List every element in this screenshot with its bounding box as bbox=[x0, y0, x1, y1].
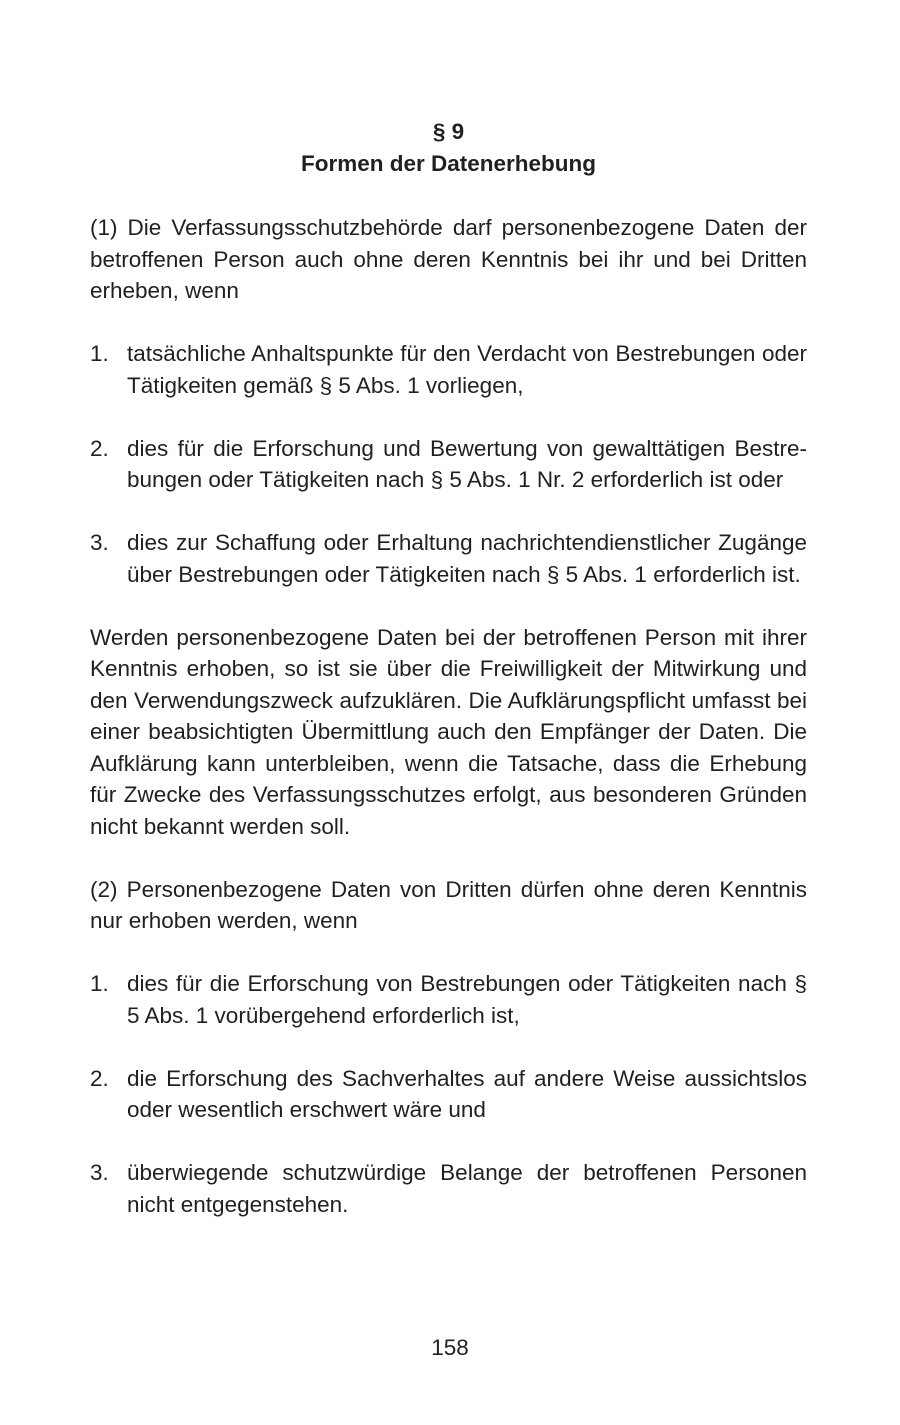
list-item-number: 2. bbox=[90, 1065, 109, 1091]
page-number: 158 bbox=[431, 1335, 469, 1360]
list-item bbox=[90, 527, 807, 590]
list-item-text: dies für die Erforschung und Bewertung von gewalttätigen Bestrebungen oder Tätigkeiten nach § 5 Abs. 1 Nr. 2 erforderlich ist oder bbox=[127, 435, 807, 492]
list-item-number: 1. bbox=[90, 971, 109, 996]
paragraph-2-list bbox=[90, 968, 807, 1220]
list-item-number: 3. bbox=[90, 530, 109, 555]
list-item bbox=[90, 968, 807, 1031]
list-item bbox=[90, 1157, 807, 1220]
list-item-text: dies zur Schaffung oder Erhaltung nachrichtendienstlicher Zugänge über Bestrebungen oder Tätigkeiten nach § 5 Abs. 1 erforderlich ist. bbox=[127, 530, 807, 587]
paragraph-1-closing: Werden personenbezogene Daten bei der betroffenen Person mit ihrer Kenntnis erhoben, so ist sie über die Freiwilligkeit der Mitwirkung und den Verwendungszweck aufzuklären. Die Aufklärungspflicht umfasst bei einer beabsichtigten Übermittlung auch den Empfänger der Daten. Die Aufklärung kann unterbleiben, wenn die Tatsache, dass die Erhebung für Zwecke des Verfassungsschutzes erfolgt, aus besonderen Gründen nicht bekannt werden soll. bbox=[90, 624, 807, 839]
list-item-text: die Erforschung des Sachverhaltes auf andere Weise aussichtslos oder wesentlich erschwert wäre und bbox=[127, 1065, 807, 1122]
list-item-number: 1. bbox=[90, 341, 109, 366]
section-title: Formen der Datenerhebung bbox=[300, 151, 597, 176]
list-item-text: überwiegende schutzwürdige Belange der betroffenen Personen nicht entgegenstehen. bbox=[127, 1160, 807, 1217]
document-page bbox=[90, 116, 807, 1252]
list-item-number: 3. bbox=[90, 1160, 109, 1185]
list-item-text: dies für die Erforschung von Bestrebungen oder Tätigkeiten nach § 5 Abs. 1 vorübergehend erforderlich ist, bbox=[127, 971, 807, 1028]
list-item-text: tatsächliche Anhaltspunkte für den Verdacht von Bestrebungen oder Tätigkeiten gemäß § 5 Abs. 1 vorliegen, bbox=[127, 341, 807, 398]
paragraph-2-intro: (2) Personenbezogene Daten von Dritten dürfen ohne deren Kenntnis nur erhoben werden, wenn bbox=[90, 876, 807, 933]
paragraph-1-list bbox=[90, 338, 807, 590]
list-item bbox=[90, 433, 807, 496]
paragraph-1-intro: (1) Die Verfassungsschutzbehörde darf personenbezogene Daten der betroffenen Person auch ohne deren Kenntnis bei ihr und bei Dritten erheben, wenn bbox=[90, 215, 807, 303]
list-item bbox=[90, 338, 807, 401]
list-item-number: 2. bbox=[90, 435, 109, 461]
list-item bbox=[90, 1063, 807, 1126]
section-number: § 9 bbox=[432, 119, 465, 144]
